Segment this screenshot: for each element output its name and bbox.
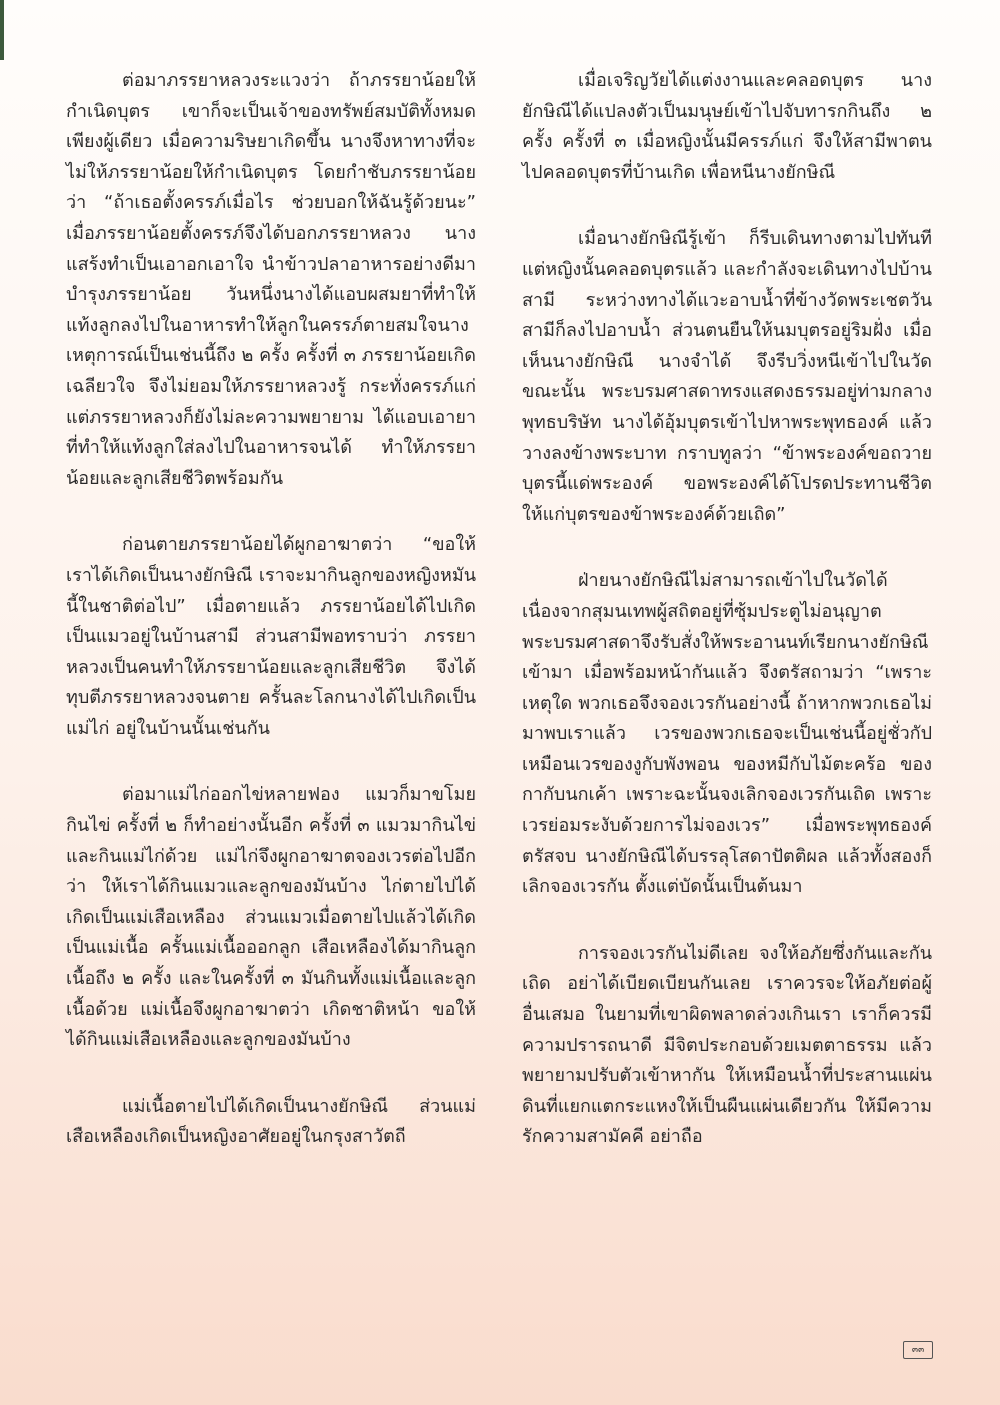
paragraph: ฝ่ายนางยักษิณีไม่สามารถเข้าไปในวัดได้ เนื่องจากสุมนเทพผู้สถิตอยู่ที่ซุ้มประตูไม่อนุญาต พระบรมศาสดาจึงรับสั่งให้พระอานนท์เรียกนางยักษิณีเข้ามา เมื่อพร้อมหน้ากันแล้ว จึงตรัสถามว่า “เพราะเหตุใด พวกเธอจึงจองเวรกันอย่างนี้ ถ้าหากพวกเธอไม่มาพบเราแล้ว เวรของพวกเธอจะเป็นเช่นนี้อยู่ชั่วกัป เหมือนเวรของงูกับพังพอน ของหมีกับไม้ตะคร้อ ของกากับนกเค้า เพราะฉะนั้นจงเลิกจองเวรกันเถิด เพราะเวรย่อมระงับด้วยการไม่จองเวร” เมื่อพระพุทธองค์ตรัสจบ นางยักษิณีได้บรรลุโสดาปัตติผล แล้วทั้งสองก็เลิกจองเวรกัน ตั้งแต่บัดนั้นเป็นต้นมา — [522, 570, 932, 898]
paragraph: ต่อมาแม่ไก่ออกไข่หลายฟอง แมวก็มาขโมยกินไข่ ครั้งที่ ๒ ก็ทำอย่างนั้นอีก ครั้งที่ ๓ แมวมากินไข่และกินแม่ไก่ด้วย แม่ไก่จึงผูกอาฆาตจองเวรต่อไปอีกว่า ให้เราได้กินแมวและลูกของมันบ้าง ไก่ตายไปได้เกิดเป็นแม่เสือเหลือง ส่วนแมวเมื่อตายไปแล้วได้เกิดเป็นแม่เนื้อ ครั้นแม่เนื้อออกลูก เสือเหลืองได้มากินลูกเนื้อถึง ๒ ครั้ง และในครั้งที่ ๓ มันกินทั้งแม่เนื้อและลูกเนื้อด้วย แม่เนื้อจึงผูกอาฆาตว่า เกิดชาติหน้า ขอให้ได้กินแม่เสือเหลืองและลูกของมันบ้าง — [66, 784, 476, 1051]
paragraph: เมื่อนางยักษิณีรู้เข้า ก็รีบเดินทางตามไปทันที แต่หญิงนั้นคลอดบุตรแล้ว และกำลังจะเดินทางไปบ้านสามี ระหว่างทางได้แวะอาบน้ำที่ข้างวัดพระเชตวัน สามีก็ลงไปอาบน้ำ ส่วนตนยืนให้นมบุตรอยู่ริมฝั่ง เมื่อเห็นนางยักษิณี นางจำได้ จึงรีบวิ่งหนีเข้าไปในวัด ขณะนั้น พระบรมศาสดาทรงแสดงธรรมอยู่ท่ามกลางพุทธบริษัท นางได้อุ้มบุตรเข้าไปหาพระพุทธองค์ แล้ววางลงข้างพระบาท กราบทูลว่า “ข้าพระองค์ขอถวายบุตรนี้แด่พระองค์ ขอพระองค์ได้โปรดประทานชีวิต ให้แก่บุตรของข้าพระองค์ด้วยเถิด” — [522, 228, 932, 525]
paragraph: แม่เนื้อตายไปได้เกิดเป็นนางยักษิณี ส่วนแม่เสือเหลืองเกิดเป็นหญิงอาศัยอยู่ในกรุงสาวัตถี — [66, 1095, 476, 1148]
paragraph: ต่อมาภรรยาหลวงระแวงว่า ถ้าภรรยาน้อยให้กำเนิดบุตร เขาก็จะเป็นเจ้าของทรัพย์สมบัติทั้งหมดเพียงผู้เดียว เมื่อความริษยาเกิดขึ้น นางจึงหาทางที่จะไม่ให้ภรรยาน้อยให้กำเนิดบุตร โดยกำชับภรรยาน้อยว่า “ถ้าเธอตั้งครรภ์เมื่อไร ช่วยบอกให้ฉันรู้ด้วยนะ” เมื่อภรรยาน้อยตั้งครรภ์จึงได้บอกภรรยาหลวง นางแสร้งทำเป็นเอาอกเอาใจ นำข้าวปลาอาหารอย่างดีมาบำรุงภรรยาน้อย วันหนึ่งนางได้แอบผสมยาที่ทำให้แท้งลูกลงไปในอาหารทำให้ลูกในครรภ์ตายสมใจนาง เหตุการณ์เป็นเช่นนี้ถึง ๒ ครั้ง ครั้งที่ ๓ ภรรยาน้อยเกิดเฉลียวใจ จึงไม่ยอมให้ภรรยาหลวงรู้ กระทั่งครรภ์แก่ แต่ภรรยาหลวงก็ยังไม่ละความพยายาม ได้แอบเอายาที่ทำให้แท้งลูกใส่ลงไปในอาหารจนได้ ทำให้ภรรยาน้อยและลูกเสียชีวิตพร้อมกัน — [66, 70, 476, 489]
page-number: ๓๓ — [903, 1341, 933, 1359]
paragraph: การจองเวรกันไม่ดีเลย จงให้อภัยซึ่งกันและกันเถิด อย่าได้เบียดเบียนกันเลย เราควรจะให้อภัยต่อผู้อื่นเสมอ ในยามที่เขาผิดพลาดล่วงเกินเรา เราก็ควรมีความปรารถนาดี มีจิตประกอบด้วยเมตตาธรรม แล้วพยายามปรับตัวเข้าหากัน ให้เหมือนน้ำที่ประสานแผ่นดินที่แยกแตกระแหงให้เป็นผืนแผ่นเดียวกัน ให้มีความรักความสามัคคี อย่าถือ — [522, 942, 932, 1148]
left-text-column — [66, 66, 476, 1189]
paragraph: เมื่อเจริญวัยได้แต่งงานและคลอดบุตร นางยักษิณีได้แปลงตัวเป็นมนุษย์เข้าไปจับทารกกินถึง ๒ ครั้ง ครั้งที่ ๓ เมื่อหญิงนั้นมีครรภ์แก่ จึงให้สามีพาตนไปคลอดบุตรที่บ้านเกิด เพื่อหนีนางยักษิณี — [522, 70, 932, 183]
right-text-column — [522, 66, 932, 1189]
paragraph: ก่อนตายภรรยาน้อยได้ผูกอาฆาตว่า “ขอให้เราได้เกิดเป็นนางยักษิณี เราจะมากินลูกของหญิงหมันนี้ในชาติต่อไป” เมื่อตายแล้ว ภรรยาน้อยได้ไปเกิดเป็นแมวอยู่ในบ้านสามี ส่วนสามีพอทราบว่า ภรรยาหลวงเป็นคนทำให้ภรรยาน้อยและลูกเสียชีวิต จึงได้ทุบตีภรรยาหลวงจนตาย ครั้นละโลกนางได้ไปเกิดเป็นแม่ไก่ อยู่ในบ้านนั้นเช่นกัน — [66, 534, 476, 739]
edge-color-mark — [0, 0, 4, 60]
